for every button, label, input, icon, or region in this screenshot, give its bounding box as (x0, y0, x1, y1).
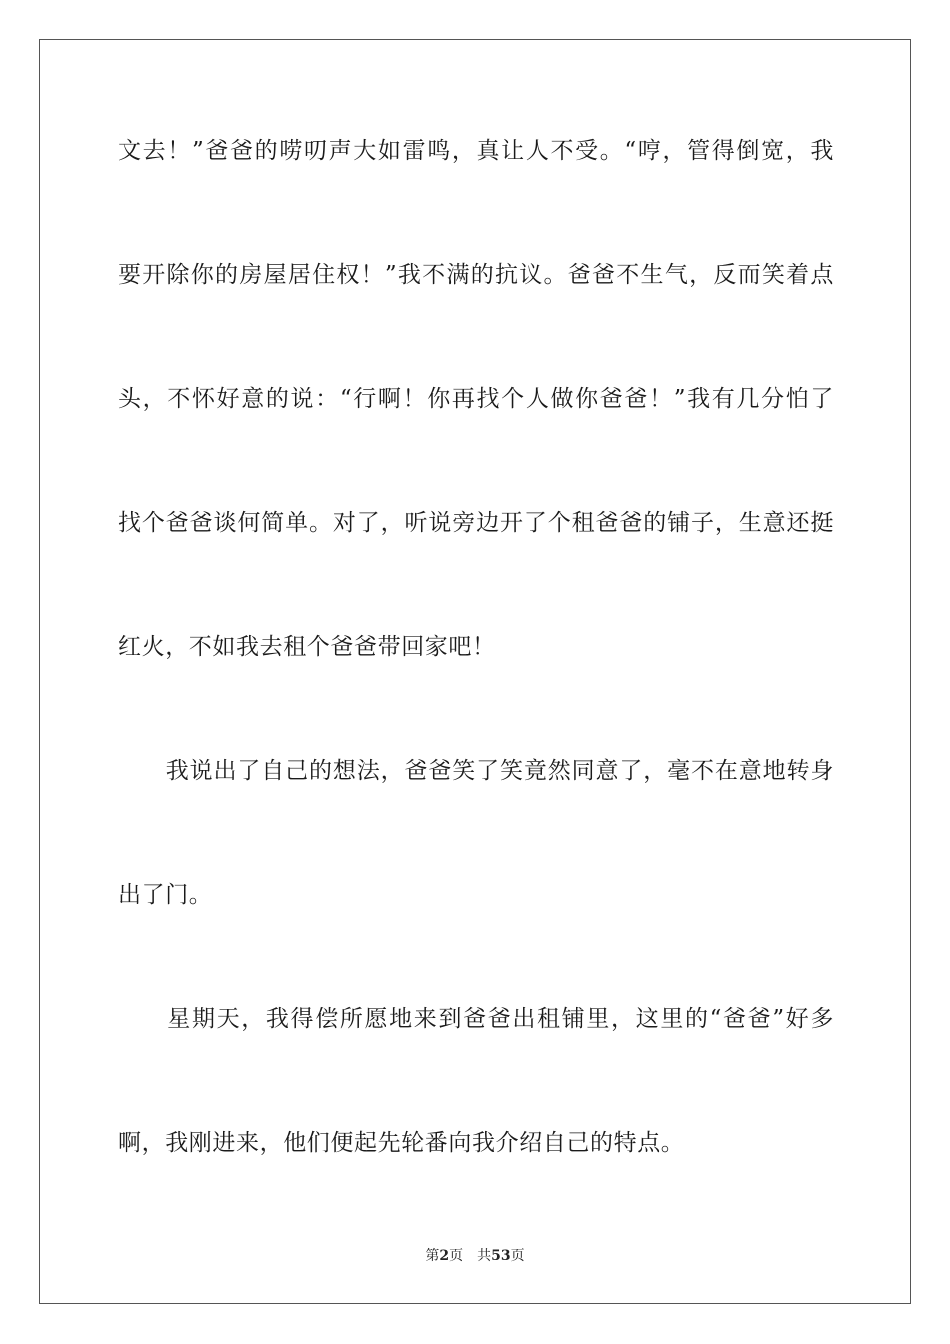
text-line-6: 我说出了自己的想法，爸爸笑了笑竟然同意了，毫不在意地转身 (118, 758, 834, 784)
text-line-4: 找个爸爸谈何简单。对了，听说旁边开了个租爸爸的铺子，生意还挺 (118, 510, 834, 536)
page-total: 53 (491, 1248, 511, 1264)
page-footer (0, 1247, 950, 1265)
text-line-1: 文去！”爸爸的唠叨声大如雷鸣，真让人不受。“哼，管得倒宽，我 (118, 138, 834, 164)
text-line-8: 星期天，我得偿所愿地来到爸爸出租铺里，这里的“爸爸”好多 (118, 1006, 834, 1032)
text-line-3: 头，不怀好意的说：“行啊！你再找个人做你爸爸！”我有几分怕了 (118, 386, 834, 412)
page-border (39, 39, 911, 1304)
total-suffix: 页 (510, 1248, 525, 1264)
page-prefix: 第 (425, 1248, 440, 1264)
text-line-2: 要开除你的房屋居住权！”我不满的抗议。爸爸不生气，反而笑着点 (118, 262, 834, 288)
text-line-9: 啊，我刚进来，他们便起先轮番向我介绍自己的特点。 (118, 1130, 685, 1156)
text-line-5: 红火，不如我去租个爸爸带回家吧！ (118, 634, 496, 660)
page-current: 2 (439, 1248, 450, 1264)
page-suffix: 页 (449, 1248, 464, 1264)
text-line-7: 出了门。 (118, 882, 213, 908)
total-prefix: 共 (477, 1248, 492, 1264)
